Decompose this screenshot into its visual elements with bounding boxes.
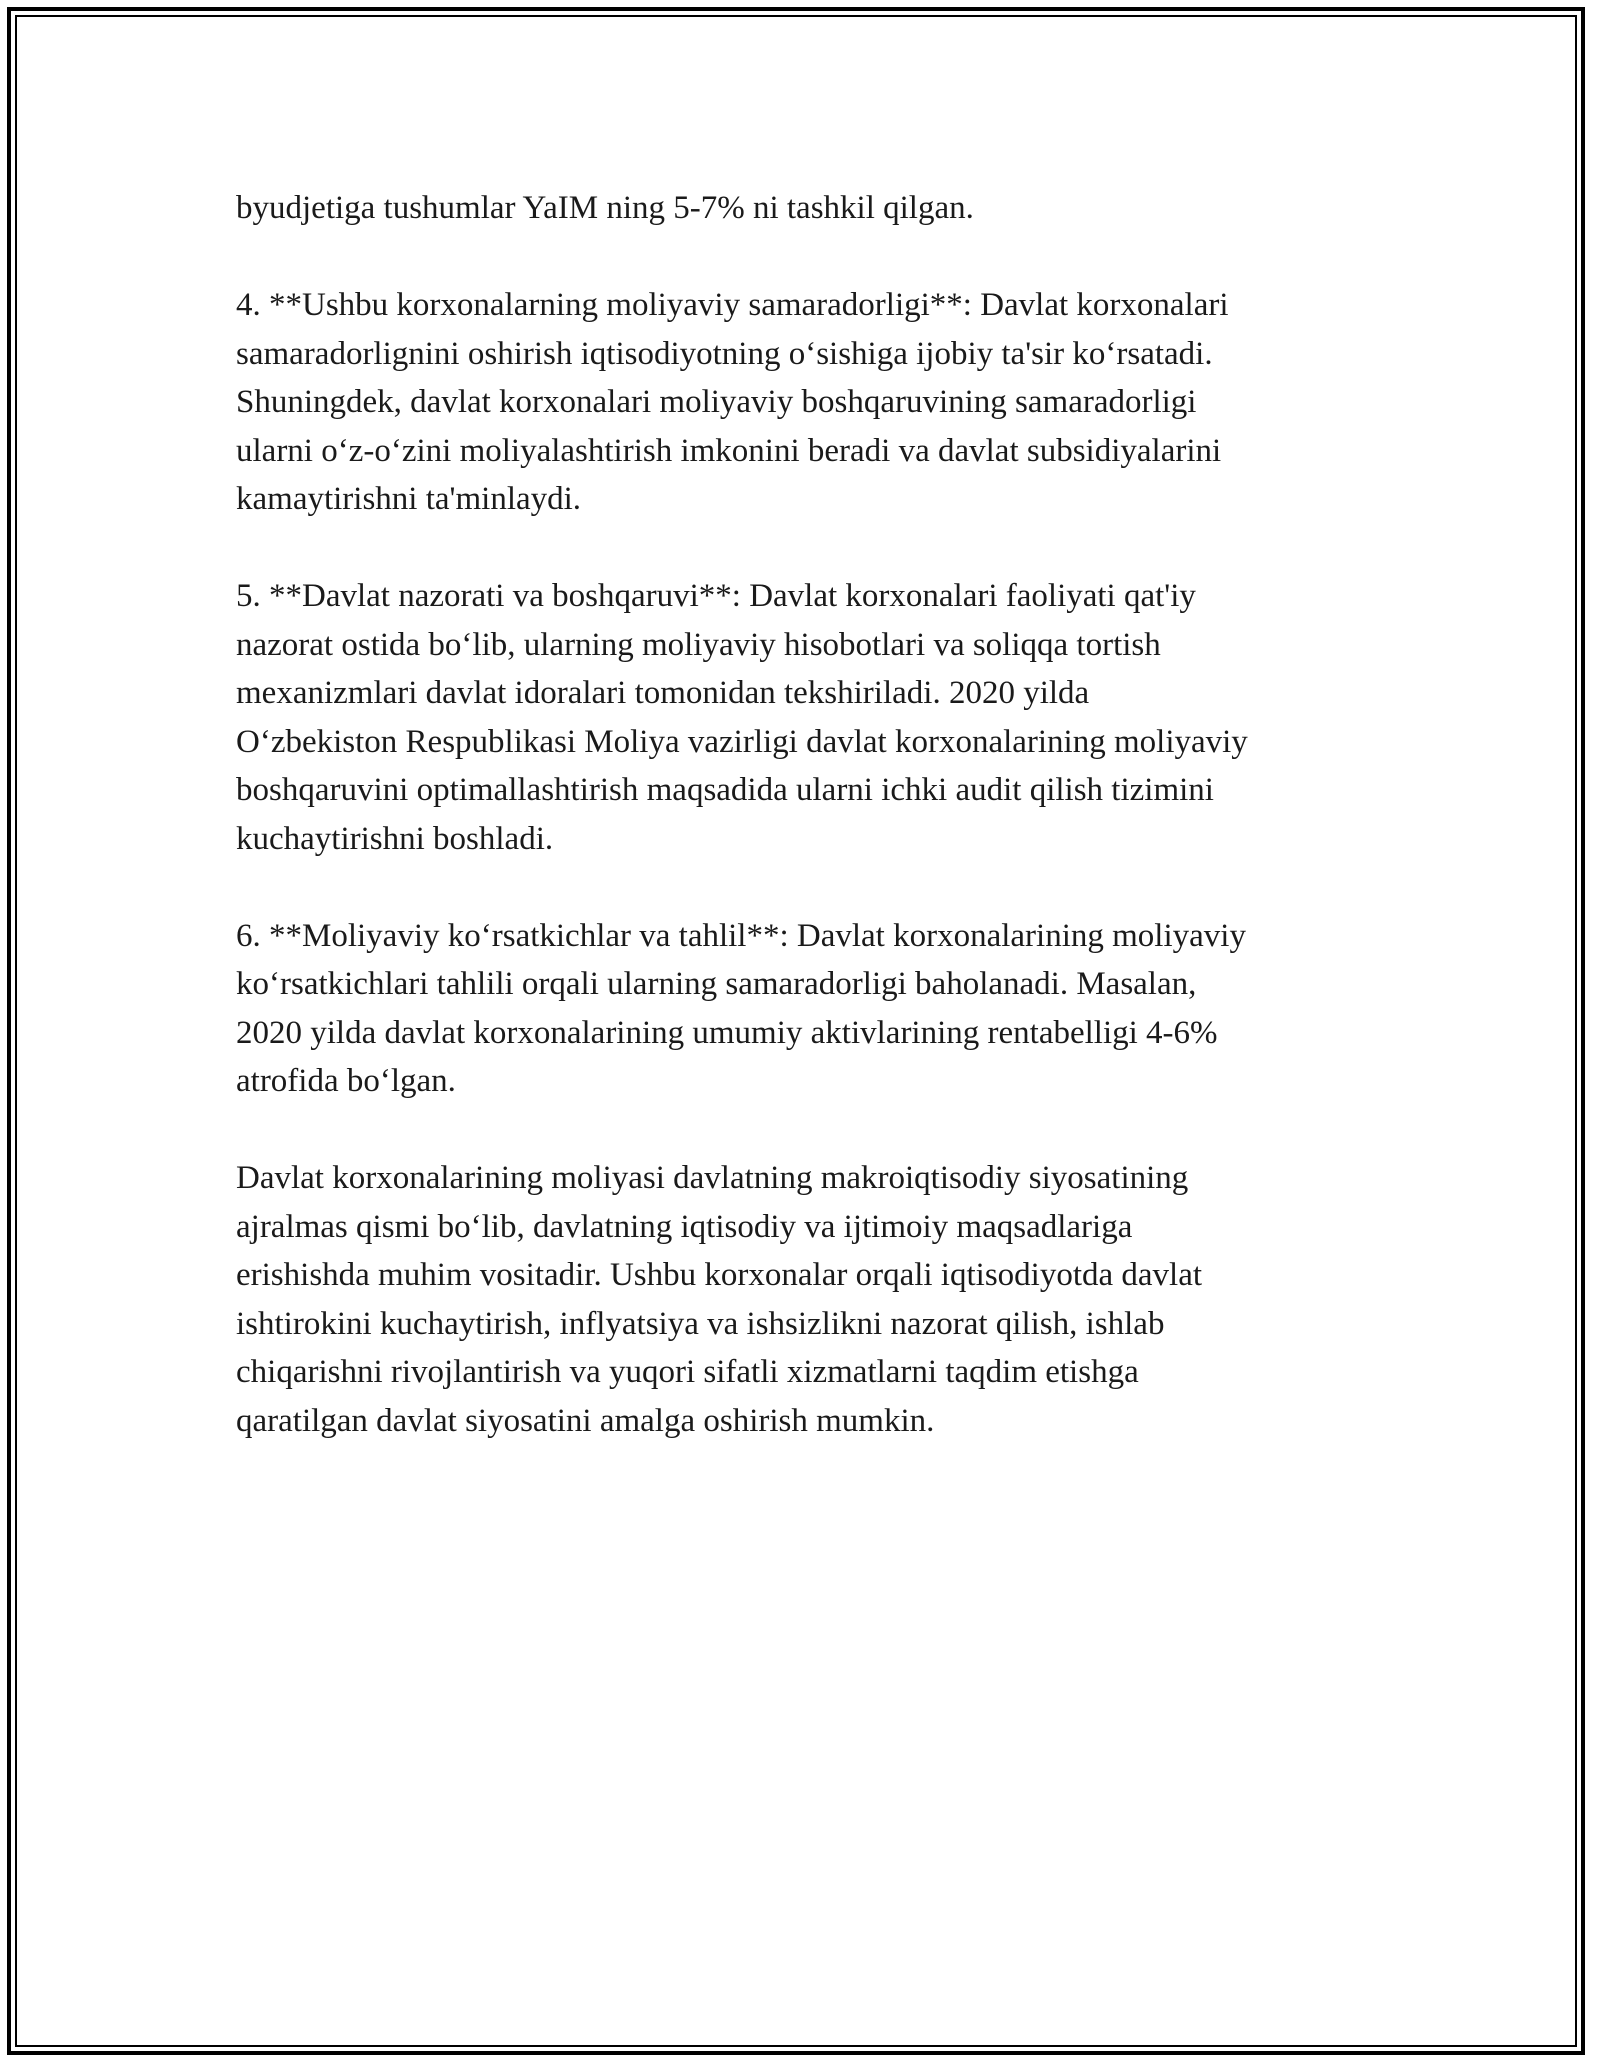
paragraph-state-control: 5. **Davlat nazorati va boshqaruvi**: Davlat korxonalari faoliyati qat'iy nazorat ostida bo‘lib, ularning moliyaviy hisobotlari va soliqqa tortish mexanizmlari davlat idoralari tomonidan tekshiriladi. 2020 yilda O‘zbekiston Respublikasi Moliya vazirligi davlat korxonalarining moliyaviy boshqaruvini optimallashtirish maqsadida ularni ichki audit qilish tizimini kuchaytirishni boshladi. (236, 578, 1248, 857)
paragraph-financial-indicators: 6. **Moliyaviy ko‘rsatkichlar va tahlil**: Davlat korxonalarining moliyaviy ko‘rsatkichlari tahlili orqali ularning samaradorligi baholanadi. Masalan, 2020 yilda davlat korxonalarining umumiy aktivlarining rentabelligi 4-6% atrofida bo‘lgan. (236, 917, 1246, 1099)
document-body (236, 184, 1386, 1445)
paragraph-conclusion: Davlat korxonalarining moliyasi davlatning makroiqtisodiy siyosatining ajralmas qismi bo‘lib, davlatning iqtisodiy va ijtimoiy maqsadlariga erishishda muhim vositadir. Ushbu korxonalar orqali iqtisodiyotda davlat ishtirokini kuchaytirish, inflyatsiya va ishsizlikni nazorat qilish, ishlab chiqarishni rivojlantirish va yuqori sifatli xizmatlarni taqdim etishga qaratilgan davlat siyosatini amalga oshirish mumkin. (236, 1160, 1203, 1439)
paragraph-financial-efficiency: 4. **Ushbu korxonalarning moliyaviy samaradorligi**: Davlat korxonalari samaradorlignini oshirish iqtisodiyotning o‘sishiga ijobiy ta'sir ko‘rsatadi. Shuningdek, davlat korxonalari moliyaviy boshqaruvining samaradorligi ularni o‘z-o‘zini moliyalashtirish imkonini beradi va davlat subsidiyalarini kamaytirishni ta'minlaydi. (236, 287, 1229, 517)
paragraph-budget-revenue: byudjetiga tushumlar YaIM ning 5-7% ni tashkil qilgan. (236, 190, 974, 226)
